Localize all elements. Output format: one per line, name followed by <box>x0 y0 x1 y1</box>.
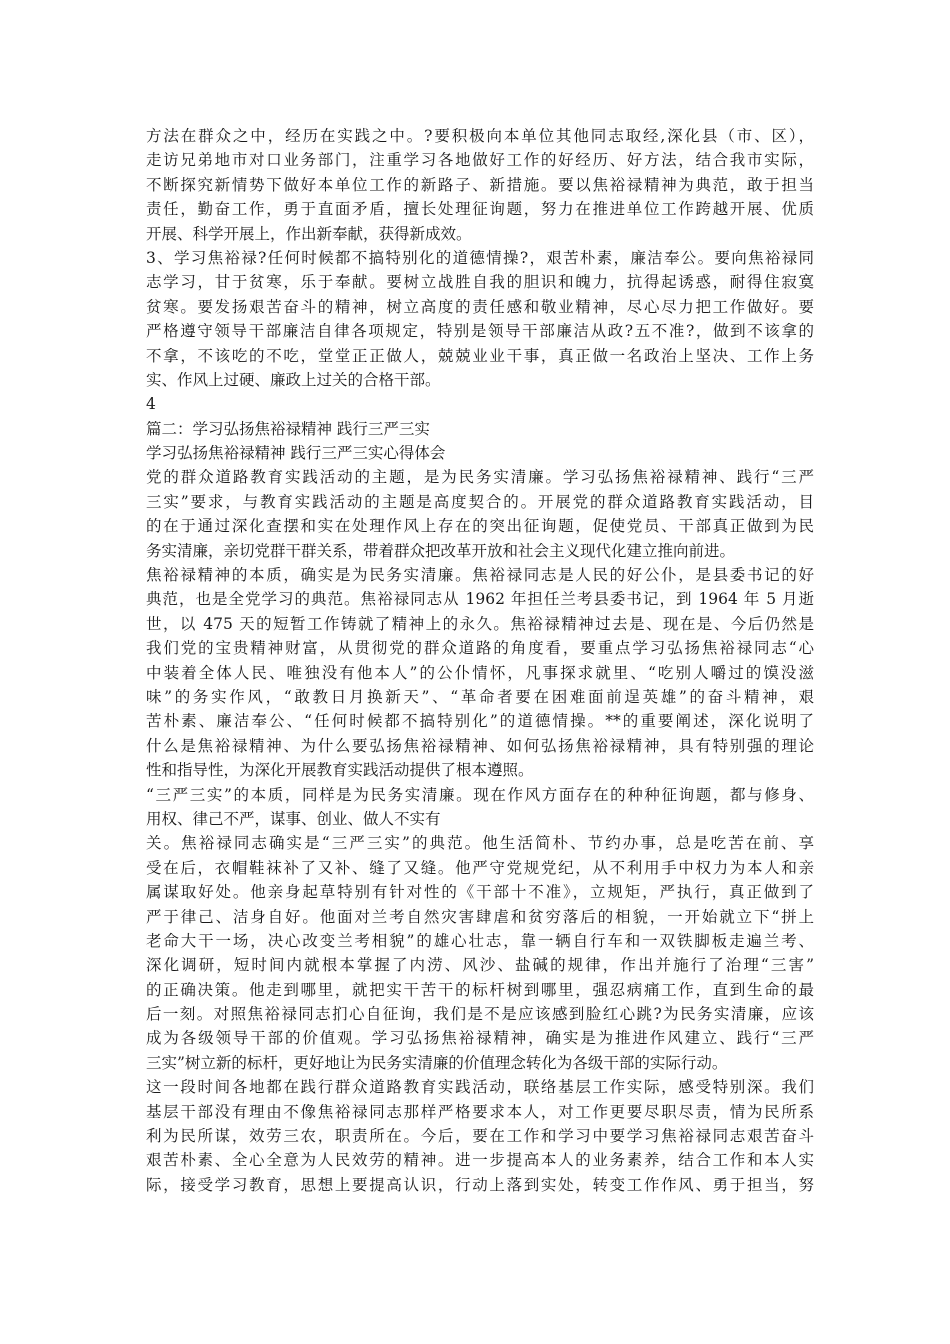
text-line: “三严三实”的本质，同样是为民务实清廉。现在作风方面存在的种种征询题，都与修身、 <box>146 785 814 804</box>
article-title: 学习弘扬焦裕禄精神 践行三严三实心得体会 <box>146 444 446 463</box>
text-line: 典范，也是全党学习的典范。焦裕禄同志从 1962 年担任兰考县委书记，到 1964 年 5 月逝 <box>146 590 814 609</box>
text-line: 成为各级领导干部的价值观。学习弘扬焦裕禄精神，确实是为推进作风建立、践行“三严 <box>146 1029 814 1048</box>
text-line: 不断探究新情势下做好本单位工作的新路子、新措施。要以焦裕禄精神为典范，敢于担当 <box>146 175 814 194</box>
text-line: 三实”树立新的标杆，更好地让为民务实清廉的价值理念转化为各级干部的实际行动。 <box>146 1053 728 1072</box>
text-line: 三实”要求，与教育实践活动的主题是高度契合的。开展党的群众道路教育实践活动，目 <box>146 492 814 511</box>
text-line: 开展、科学开展上，作出新奉献，获得新成效。 <box>146 224 472 243</box>
text-line: 受在后，衣帽鞋袜补了又补、缝了又缝。他严守党规党纪，从不利用手中权力为本人和亲 <box>146 858 814 877</box>
text-line: 焦裕禄精神的本质，确实是为民务实清廉。焦裕禄同志是人民的好公仆，是县委书记的好 <box>146 566 814 585</box>
text-line: 性和指导性，为深化开展教育实践活动提供了根本遵照。 <box>146 761 534 780</box>
section-number: 4 <box>146 395 156 414</box>
text-line: 味”的务实作风，“敢教日月换新天”、“革命者要在困难面前逞英雄”的奋斗精神，艰 <box>146 687 814 706</box>
text-line: 的在于通过深化查摆和实在处理作风上存在的突出征询题，促使党员、干部真正做到为民 <box>146 517 814 536</box>
text-line: 责任，勤奋工作，勇于直面矛盾，擅长处理征询题，努力在推进单位工作跨越开展、优质 <box>146 200 814 219</box>
text-line: 后一刻。对照焦裕禄同志扪心自征询，我们是不是应该感到脸红心跳?为民务实清廉，应该 <box>146 1005 814 1024</box>
text-line: 走访兄弟地市对口业务部门，注重学习各地做好工作的好经历、好方法，结合我市实际， <box>146 151 814 170</box>
text-line: 我们党的宝贵精神财富，从贯彻党的群众道路的角度看，要重点学习弘扬焦裕禄同志“心 <box>146 639 814 658</box>
text-line: 基层干部没有理由不像焦裕禄同志那样严格要求本人，对工作更要尽职尽责，情为民所系 <box>146 1102 814 1121</box>
text-line: 实、作风上过硬、廉政上过关的合格干部。 <box>146 370 441 389</box>
text-line: 什么是焦裕禄精神、为什么要弘扬焦裕禄精神、如何弘扬焦裕禄精神，具有特别强的理论 <box>146 736 814 755</box>
text-line: 严格遵守领导干部廉洁自律各项规定，特别是领导干部廉洁从政?五不准?，做到不该拿的 <box>146 322 814 341</box>
text-line: 党的群众道路教育实践活动的主题，是为民务实清廉。学习弘扬焦裕禄精神、践行“三严 <box>146 468 814 487</box>
text-line: 属谋取好处。他亲身起草特别有针对性的《干部十不准》，立规矩，严执行，真正做到了 <box>146 883 814 902</box>
text-line: 不拿，不该吃的不吃，堂堂正正做人，兢兢业业干事，真正做一名政治上坚决、工作上务 <box>146 346 814 365</box>
text-line: 严于律己、洁身自好。他面对兰考自然灾害肆虐和贫穷落后的相貌，一开始就立下“拼上 <box>146 907 814 926</box>
text-line: 际，接受学习教育，思想上要提高认识，行动上落到实处，转变工作作风、勇于担当，努 <box>146 1175 814 1194</box>
document-body <box>146 124 814 1197</box>
text-line: 中装着全体人民、唯独没有他本人”的公仆情怀，凡事探求就里、“吃别人嚼过的馍没滋 <box>146 663 814 682</box>
text-line: 贫寒。要发扬艰苦奋斗的精神，树立高度的责任感和敬业精神，尽心尽力把工作做好。要 <box>146 297 814 316</box>
text-line: 3、学习焦裕禄?任何时候都不搞特别化的道德情操?，艰苦朴素，廉洁奉公。要向焦裕禄同 <box>146 248 814 267</box>
text-line: 世，以 475 天的短暂工作铸就了精神上的永久。焦裕禄精神过去是、现在是、今后仍然是 <box>146 614 814 633</box>
text-line: 利为民所谋，效劳三农，职责所在。今后，要在工作和学习中要学习焦裕禄同志艰苦奋斗 <box>146 1127 814 1146</box>
text-line: 方法在群众之中，经历在实践之中。?要积极向本单位其他同志取经,深化县（市、区）， <box>146 127 814 145</box>
text-line: 的正确决策。他走到哪里，就把实干苦干的标杆树到哪里，强忍病痛工作，直到生命的最 <box>146 980 814 999</box>
text-line: 深化调研，短时间内就根本掌握了内涝、风沙、盐碱的规律，作出并施行了治理“三害” <box>146 956 814 975</box>
text-line: 用权、律己不严，谋事、创业、做人不实有 <box>146 809 441 828</box>
text-line: 艰苦朴素、全心全意为人民效劳的精神。进一步提高本人的业务素养，结合工作和本人实 <box>146 1151 814 1170</box>
text-line: 苦朴素、廉洁奉公、“任何时候都不搞特别化”的道德情操。**的重要阐述，深化说明了 <box>146 712 814 731</box>
text-line: 这一段时间各地都在践行群众道路教育实践活动，联络基层工作实际，感受特别深。我们 <box>146 1078 814 1097</box>
chapter-heading: 篇二：学习弘扬焦裕禄精神 践行三严三实 <box>146 419 430 438</box>
text-line: 老命大干一场，决心改变兰考相貌”的雄心壮志，靠一辆自行车和一双铁脚板走遍兰考、 <box>146 931 814 950</box>
text-line: 志学习，甘于贫寒，乐于奉献。要树立战胜自我的胆识和魄力，抗得起诱惑，耐得住寂寞 <box>146 273 814 292</box>
text-line: 关。焦裕禄同志确实是“三严三实”的典范。他生活简朴、节约办事，总是吃苦在前、享 <box>146 834 814 853</box>
text-line: 务实清廉，亲切党群干群关系，带着群众把改革开放和社会主义现代化建立推向前进。 <box>146 541 736 560</box>
